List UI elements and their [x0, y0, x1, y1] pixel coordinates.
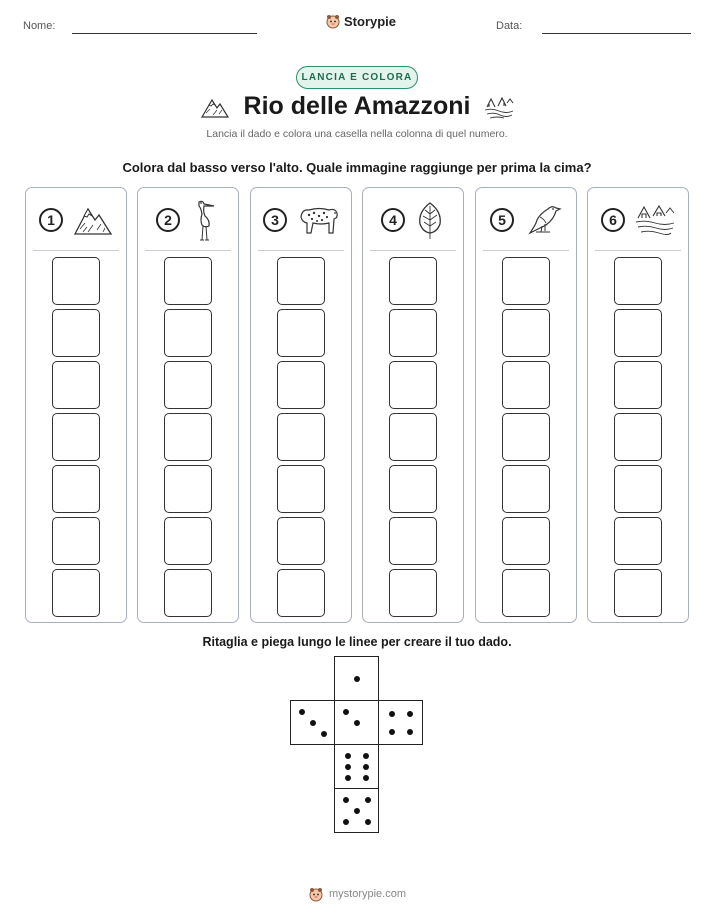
column-divider: [33, 250, 119, 251]
storypie-logo-icon: [325, 13, 341, 29]
page-title: Rio delle Amazzoni: [243, 92, 471, 120]
color-cell[interactable]: [52, 257, 100, 305]
mountain-icon: [73, 203, 113, 237]
pip: [407, 729, 413, 735]
column-3: [250, 187, 352, 623]
color-cell[interactable]: [164, 465, 212, 513]
activity-badge: LANCIA E COLORA: [296, 66, 418, 89]
column-4: [362, 187, 464, 623]
color-cell[interactable]: [502, 309, 550, 357]
dice-instruction: Ritaglia e piega lungo le linee per creare il tuo dado.: [202, 635, 512, 649]
column-header: [251, 198, 351, 242]
column-number: 3: [263, 208, 287, 232]
pip: [389, 711, 395, 717]
color-cell[interactable]: [277, 309, 325, 357]
column-divider: [258, 250, 344, 251]
dice-face-4: [378, 700, 423, 745]
storypie-logo-icon: [308, 886, 324, 902]
color-cell[interactable]: [52, 413, 100, 461]
pip: [321, 731, 327, 737]
color-cell[interactable]: [389, 517, 437, 565]
date-line: [542, 33, 691, 34]
column-header: [363, 198, 463, 242]
color-cell[interactable]: [389, 309, 437, 357]
pip: [365, 797, 371, 803]
color-cell[interactable]: [389, 465, 437, 513]
column-5: [475, 187, 577, 623]
color-cell[interactable]: [614, 413, 662, 461]
pip: [345, 753, 351, 759]
color-cell[interactable]: [52, 309, 100, 357]
pip: [343, 709, 349, 715]
color-cell[interactable]: [614, 465, 662, 513]
pip: [363, 753, 369, 759]
name-line: [72, 33, 257, 34]
color-cell[interactable]: [614, 517, 662, 565]
color-cell[interactable]: [164, 361, 212, 409]
color-cell[interactable]: [164, 257, 212, 305]
pip: [389, 729, 395, 735]
page-subtitle: Lancia il dado e colora una casella nella colonna di quel numero.: [206, 128, 508, 140]
coloring-instruction: Colora dal basso verso l'alto. Quale immagine raggiunge per prima la cima?: [122, 160, 592, 175]
color-cell[interactable]: [389, 569, 437, 617]
color-cell[interactable]: [277, 257, 325, 305]
pip: [343, 797, 349, 803]
pip: [363, 764, 369, 770]
village-icon: [635, 203, 675, 237]
color-cell[interactable]: [502, 517, 550, 565]
color-cell[interactable]: [52, 569, 100, 617]
pip: [407, 711, 413, 717]
column-2: [137, 187, 239, 623]
column-header: [476, 198, 576, 242]
color-cell[interactable]: [502, 257, 550, 305]
dice-face-3: [290, 700, 335, 745]
column-number: 4: [381, 208, 405, 232]
village-icon: [484, 95, 514, 119]
pip: [365, 819, 371, 825]
dice-face-1: [334, 656, 379, 701]
column-number: 2: [156, 208, 180, 232]
column-divider: [483, 250, 569, 251]
pip: [345, 764, 351, 770]
color-cell[interactable]: [277, 413, 325, 461]
color-cell[interactable]: [614, 569, 662, 617]
dice-face-6: [334, 744, 379, 789]
color-cell[interactable]: [277, 517, 325, 565]
mountain-icon: [200, 95, 230, 119]
color-cell[interactable]: [277, 465, 325, 513]
footer: [0, 886, 714, 902]
pip: [345, 775, 351, 781]
color-cell[interactable]: [164, 569, 212, 617]
pip: [354, 720, 360, 726]
color-cell[interactable]: [502, 413, 550, 461]
column-divider: [370, 250, 456, 251]
pip: [310, 720, 316, 726]
bird-icon: [524, 201, 562, 239]
color-cell[interactable]: [502, 465, 550, 513]
color-cell[interactable]: [164, 517, 212, 565]
brand-name: Storypie: [344, 13, 397, 29]
column-header: [26, 198, 126, 242]
column-6: [587, 187, 689, 623]
jaguar-icon: [297, 203, 339, 237]
color-cell[interactable]: [277, 361, 325, 409]
column-header: [138, 198, 238, 242]
column-divider: [595, 250, 681, 251]
color-cell[interactable]: [389, 257, 437, 305]
pip: [354, 808, 360, 814]
color-cell[interactable]: [502, 569, 550, 617]
color-cell[interactable]: [389, 413, 437, 461]
leaf-icon: [415, 200, 445, 240]
color-cell[interactable]: [164, 309, 212, 357]
pip: [354, 676, 360, 682]
color-cell[interactable]: [52, 465, 100, 513]
brand: [325, 13, 396, 29]
color-cell[interactable]: [277, 569, 325, 617]
color-cell[interactable]: [164, 413, 212, 461]
column-header: [588, 198, 688, 242]
date-label: Data:: [496, 20, 523, 32]
color-cell[interactable]: [389, 361, 437, 409]
title-row: [0, 92, 714, 121]
column-divider: [145, 250, 231, 251]
name-label: Nome:: [23, 20, 56, 32]
pip: [299, 709, 305, 715]
footer-url: mystorypie.com: [328, 888, 407, 900]
column-number: 5: [490, 208, 514, 232]
heron-icon: [190, 198, 220, 242]
pip: [343, 819, 349, 825]
color-cell[interactable]: [614, 361, 662, 409]
dice-face-5: [334, 788, 379, 833]
color-cell[interactable]: [614, 257, 662, 305]
dice-face-2: [334, 700, 379, 745]
color-cell[interactable]: [502, 361, 550, 409]
color-cell[interactable]: [614, 309, 662, 357]
column-1: [25, 187, 127, 623]
color-cell[interactable]: [52, 517, 100, 565]
column-number: 6: [601, 208, 625, 232]
pip: [363, 775, 369, 781]
color-cell[interactable]: [52, 361, 100, 409]
column-number: 1: [39, 208, 63, 232]
